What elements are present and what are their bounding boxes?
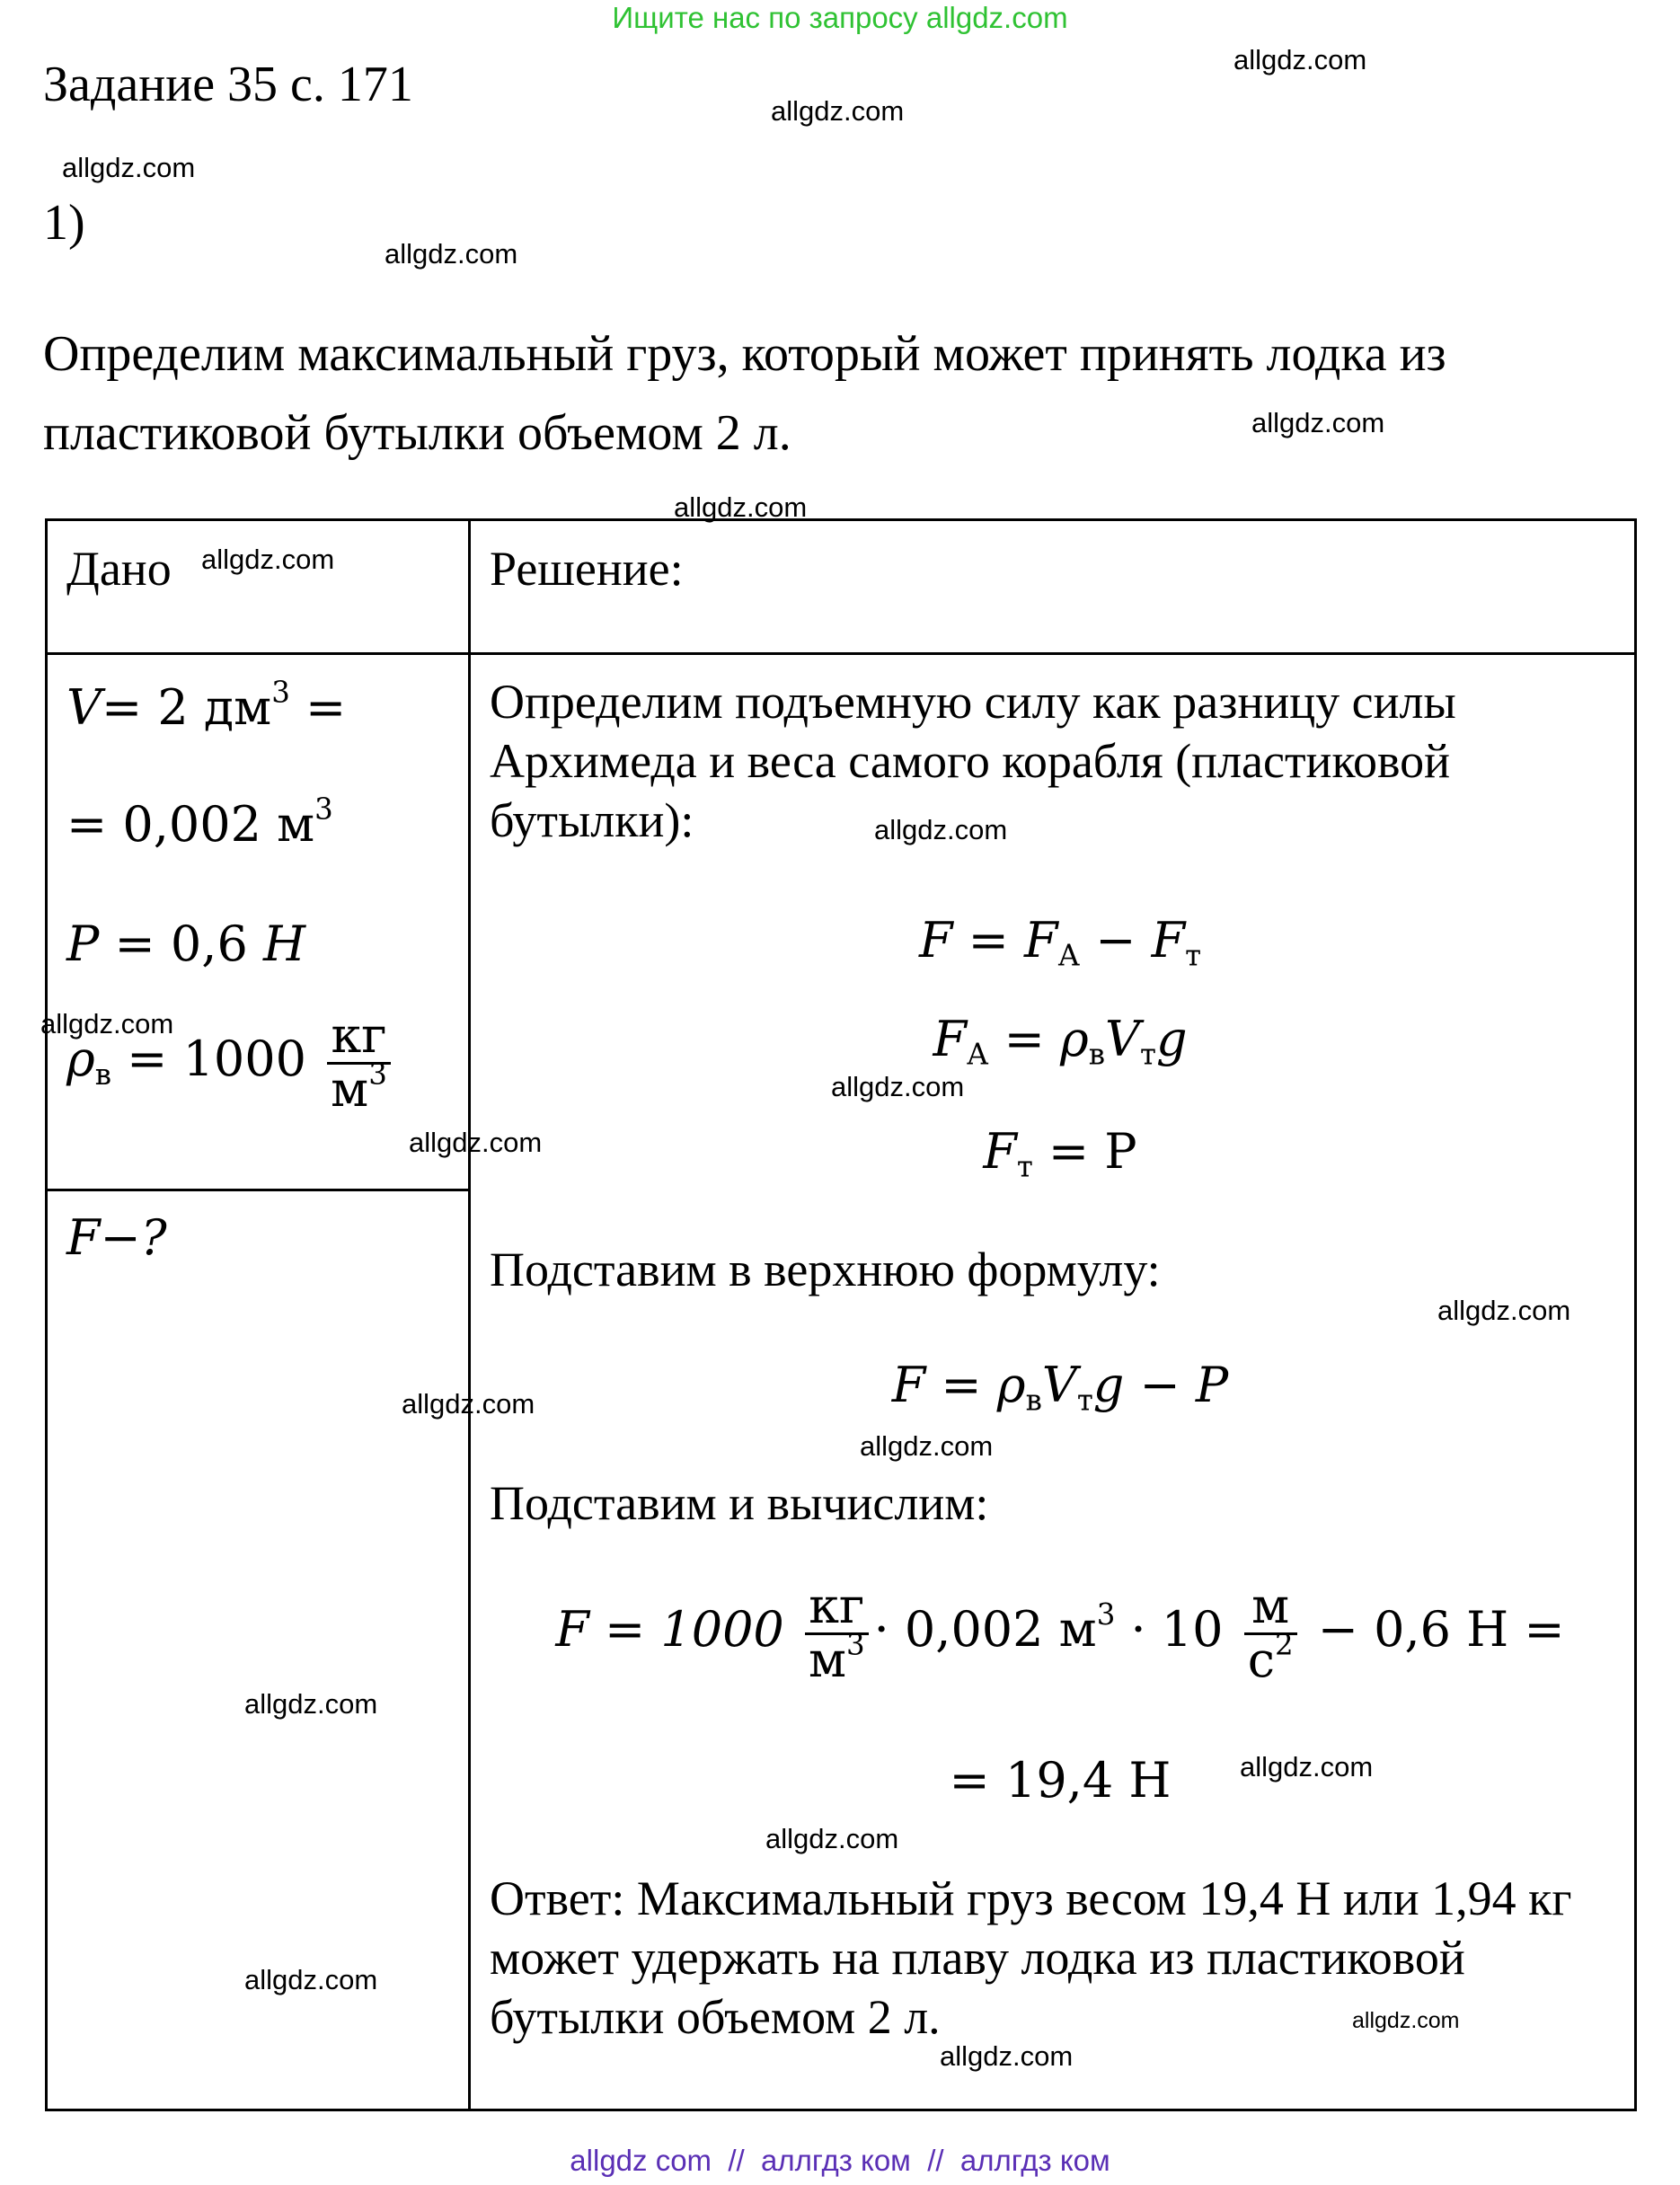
given-density: $\rho_в = 1000$ $\frac{кг}{м^3}$: [66, 1011, 396, 1115]
solution-explanation-1: Определим подъемную силу как разницу силы Архимеда и веса самого корабля (пластиковой бутылки):: [490, 675, 1456, 847]
solution-explanation-2: Подставим в верхнюю формулу:: [490, 1243, 1161, 1296]
equation-weight: $F_т = P$: [983, 1123, 1137, 1184]
equation-lift-force: $F = F_А - F_т$: [918, 912, 1201, 973]
solution-header: Решение:: [490, 542, 684, 596]
watermark: allgdz.com: [402, 1388, 535, 1420]
table-border-bottom: [45, 2109, 1637, 2111]
watermark: allgdz.com: [940, 2040, 1074, 2072]
table-border-right: [1634, 518, 1637, 2111]
watermark: allgdz.com: [860, 1430, 994, 1462]
watermark: allgdz.com: [409, 1127, 543, 1158]
equation-calculation: F = 1000 $\frac{кг}{м^3}$ · 0,002 $м^3 \cdot 10$ $\frac{м}{с^2}$ − 0,6 Н =: [555, 1578, 1565, 1688]
watermark: allgdz.com: [40, 1008, 174, 1039]
watermark: allgdz.com: [674, 491, 808, 523]
watermark: allgdz.com: [1251, 407, 1385, 438]
task-title: Задание 35 с. 171: [43, 57, 413, 112]
watermark: allgdz.com: [62, 152, 196, 183]
watermark: allgdz.com: [831, 1071, 965, 1102]
watermark: allgdz.com: [244, 1688, 378, 1720]
watermark: allgdz.com: [385, 238, 518, 270]
table-header-divider: [45, 652, 1637, 655]
top-banner-link[interactable]: Ищите нас по запросу allgdz.com: [612, 1, 1068, 34]
watermark: allgdz.com: [874, 814, 1008, 845]
answer-paragraph: Ответ: Максимальный груз весом 19,4 Н или 1,94 кг может удержать на плаву лодка из пластиковой бутылки объемом 2 л.: [490, 1871, 1572, 2044]
find-value: F−?: [66, 1209, 167, 1266]
watermark: allgdz.com: [244, 1964, 378, 1995]
watermark: allgdz.com: [201, 544, 335, 575]
equation-substituted: $F = \rho_вV_тg - P$: [891, 1357, 1229, 1418]
equation-result: = 19,4 Н: [949, 1752, 1172, 1809]
intro-paragraph: Определим максимальный груз, который может принять лодка из пластиковой бутылки объемом 2 л.: [43, 326, 1446, 461]
watermark: allgdz.com: [771, 95, 905, 127]
watermark: allgdz.com: [1352, 2008, 1460, 2033]
equation-archimedes: $F_А = \rho_вV_тg$: [933, 1011, 1188, 1072]
watermark: allgdz.com: [765, 1823, 899, 1854]
part-label: 1): [43, 195, 85, 251]
given-find-divider: [45, 1189, 471, 1191]
given-header: Дано: [66, 542, 172, 596]
table-column-divider: [468, 518, 471, 2111]
table-border-left: [45, 518, 48, 2111]
watermark: allgdz.com: [1240, 1751, 1374, 1782]
solution-explanation-3: Подставим и вычислим:: [490, 1476, 989, 1530]
table-border-top: [45, 518, 1637, 521]
given-weight: P = 0,6 H: [66, 916, 306, 972]
given-volume-converted: = 0,002 $м^3$: [66, 792, 333, 853]
watermark: allgdz.com: [1437, 1295, 1571, 1326]
watermark: allgdz.com: [1233, 44, 1367, 75]
given-volume: V= 2 $дм^3$ =: [66, 675, 347, 736]
footer-links[interactable]: allgdz com // аллгдз ком // аллгдз ком: [570, 2144, 1110, 2177]
